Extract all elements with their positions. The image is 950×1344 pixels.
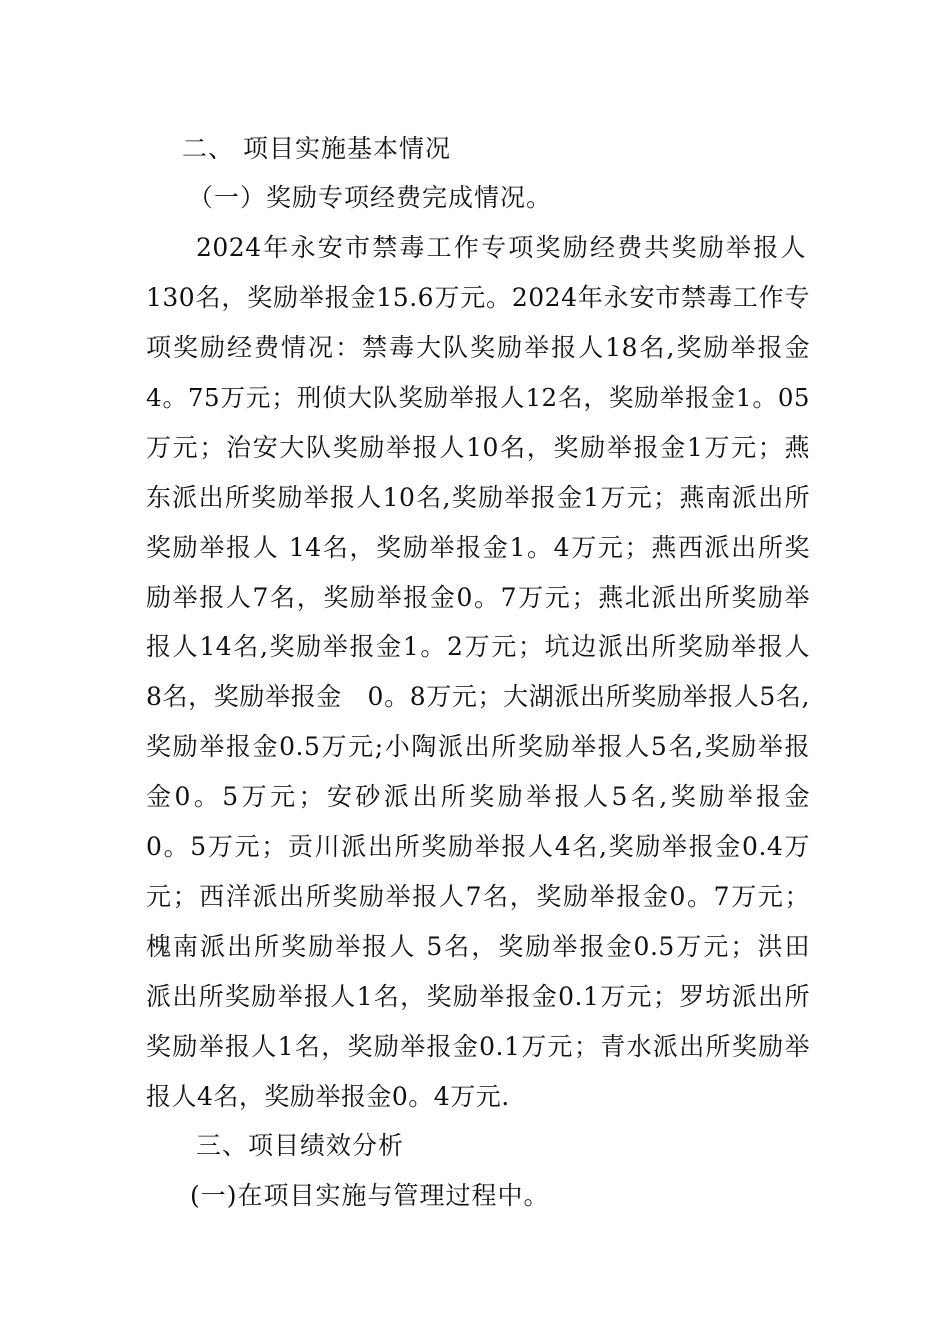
paragraph-line: 4。75万元；刑侦大队奖励举报人12名，奖励举报金1。05 [146, 383, 810, 412]
paragraph-line: 奖励举报人1名，奖励举报金0.1万元；青水派出所奖励举 [146, 1032, 810, 1061]
paragraph-line: 报人14名,奖励举报金1。2万元；坑边派出所奖励举报人 [146, 632, 810, 661]
paragraph-line: 万元；治安大队奖励举报人10名，奖励举报金1万元；燕 [146, 433, 810, 462]
paragraph-line: 报人4名，奖励举报金0。4万元. [146, 1082, 510, 1111]
paragraph-line: 项奖励经费情况：禁毒大队奖励举报人18名,奖励举报金 [146, 333, 810, 362]
paragraph-line: 130名，奖励举报金15.6万元。2024年永安市禁毒工作专 [146, 283, 810, 312]
paragraph-line: 2024年永安市禁毒工作专项奖励经费共奖励举报人 [196, 233, 806, 262]
subsection-heading-3-1: (一)在项目实施与管理过程中。 [190, 1181, 550, 1210]
paragraph-line: 金0。5万元；安砂派出所奖励举报人5名,奖励举报金 [146, 782, 810, 811]
paragraph-line: 励举报人7名，奖励举报金0。7万元；燕北派出所奖励举 [146, 583, 810, 612]
paragraph-line: 元；西洋派出所奖励举报人7名，奖励举报金0。7万元； [146, 882, 810, 911]
paragraph-line: 奖励举报人 14名，奖励举报金1。4万元；燕西派出所奖 [146, 533, 810, 562]
paragraph-line: 8名，奖励举报金 0。8万元；大湖派出所奖励举报人5名, [146, 682, 810, 711]
paragraph-line: 0。5万元；贡川派出所奖励举报人4名,奖励举报金0.4万 [146, 832, 810, 861]
paragraph-line: 派出所奖励举报人1名，奖励举报金0.1万元；罗坊派出所 [146, 982, 810, 1011]
paragraph-line: 槐南派出所奖励举报人 5名，奖励举报金0.5万元；洪田 [146, 932, 810, 961]
subsection-heading-2-1: （一）奖励专项经费完成情况。 [188, 183, 553, 212]
paragraph-line: 奖励举报金0.5万元;小陶派出所奖励举报人5名,奖励举报 [146, 732, 810, 761]
section-heading-3: 三、项目绩效分析 [196, 1131, 405, 1160]
section-heading-2: 二、 项目实施基本情况 [182, 134, 451, 163]
paragraph-line: 东派出所奖励举报人10名,奖励举报金1万元；燕南派出所 [146, 483, 810, 512]
